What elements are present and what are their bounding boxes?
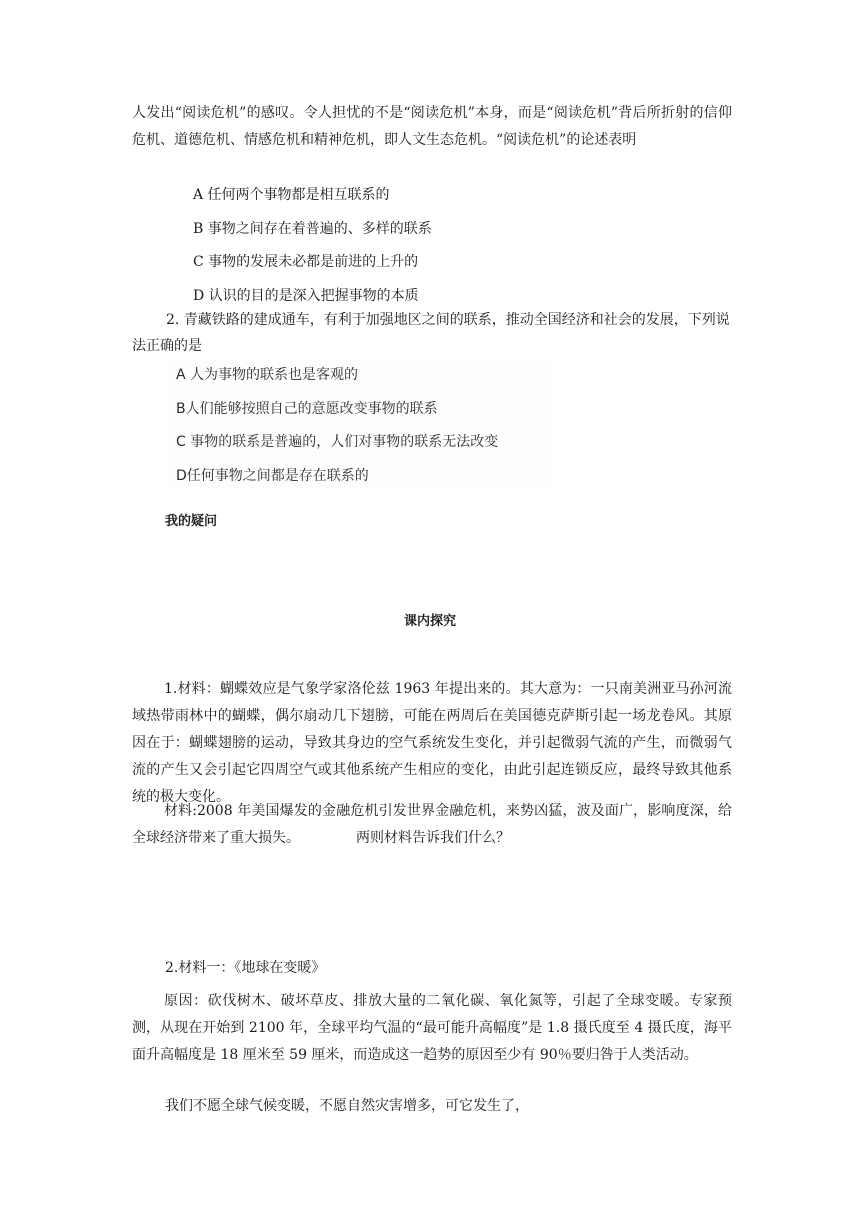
material2-heading: 2.材料一：《地球在变暖》 bbox=[165, 960, 326, 976]
q2-option-b: B人们能够按照自己的意愿改变事物的联系 bbox=[176, 401, 438, 417]
material1-p2-text: 材料:2008 年美国爆发的金融危机引发世界金融危机，来势凶猛，波及面广，影响度深，给全球经济带来了重大损失。 bbox=[132, 803, 732, 846]
q2-stem: 2. 青藏铁路的建成通车，有利于加强地区之间的联系，推动全国经济和社会的发展，下列说法正确的是 bbox=[132, 312, 730, 354]
section-title: 课内探究 bbox=[403, 614, 456, 629]
q1-option-c: C 事物的发展未必都是前进的上升的 bbox=[193, 254, 419, 270]
q2-option-c: C 事物的联系是普遍的，人们对事物的联系无法改变 bbox=[176, 434, 499, 450]
q2-option-d: D任何事物之间都是存在联系的 bbox=[176, 468, 369, 484]
q2-option-a: A 人为事物的联系也是客观的 bbox=[176, 367, 359, 383]
q1-option-b: B 事物之间存在着普遍的、多样的联系 bbox=[193, 221, 432, 237]
material1-paragraph-2 bbox=[132, 798, 732, 852]
my-doubts-heading: 我的疑问 bbox=[165, 514, 218, 529]
material1-paragraph: 1.材料：蝴蝶效应是气象学家洛伦兹 1963 年提出来的。其大意为：一只南美洲亚马孙河流域热带雨林中的蝴蝶，偶尔扇动几下翅膀，可能在两周后在美国德克萨斯引起一场龙卷风。其原因在于：蝴蝶翅膀的运动，导致其身边的空气系统发生变化，并引起微弱气流的产生，而微弱气流的产生又会引起它四周空气或其他系统产生相应的变化，由此引起连锁反应，最终导致其他系统的极大变化。 bbox=[132, 681, 732, 805]
material1-question: 两则材料告诉我们什么？ bbox=[356, 830, 510, 846]
q1-option-d: D 认识的目的是深入把握事物的本质 bbox=[193, 288, 419, 304]
q2-options-scan bbox=[170, 360, 550, 490]
material2-reason: 原因：砍伐树木、破坏草皮、排放大量的二氧化碳、氧化氮等，引起了全球变暖。专家预测，从现在开始到 2100 年，全球平均气温的“最可能升高幅度”是 1.8 摄氏度至 4 摄氏度，海平面升高幅度是 18 厘米至 59 厘米，而造成这一趋势的原因至少有 90％要归咎于人类活动。 bbox=[132, 993, 732, 1063]
material2-last-line: 我们不愿全球气候变暖，不愿自然灾害增多，可它发生了， bbox=[165, 1098, 529, 1114]
intro-paragraph: 人发出“阅读危机”的感叹。令人担忧的不是“阅读危机”本身，而是“阅读危机”背后所折射的信仰危机、道德危机、情感危机和精神危机，即人文生态危机。“阅读危机”的论述表明 bbox=[132, 105, 732, 148]
q1-option-a: A 任何两个事物都是相互联系的 bbox=[193, 187, 390, 203]
